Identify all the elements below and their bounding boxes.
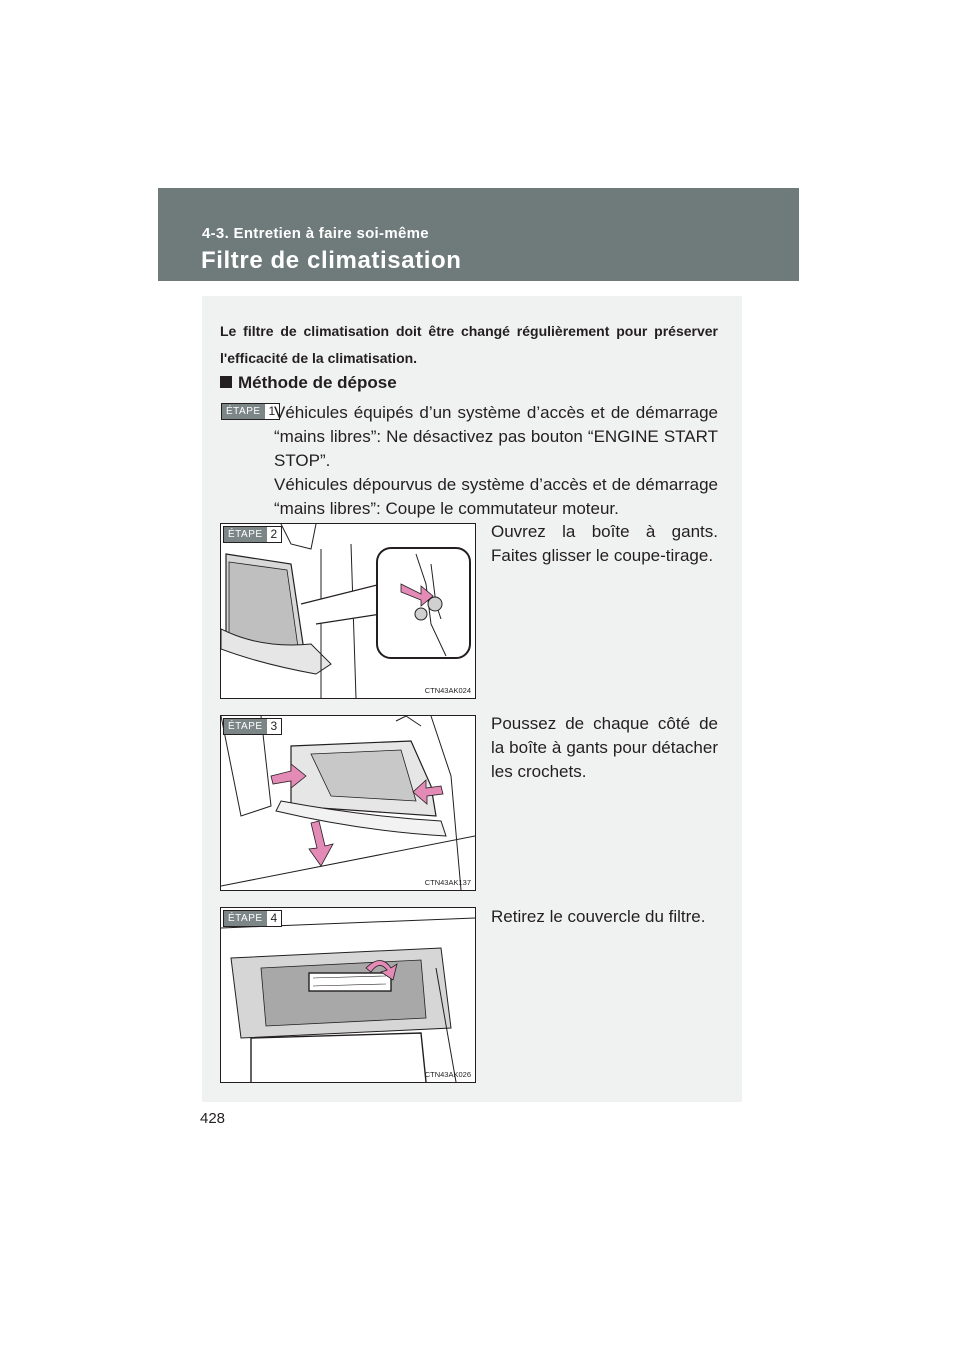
step-label: ÉTAPE bbox=[222, 404, 265, 419]
step-1-text bbox=[274, 401, 718, 521]
step-2-badge bbox=[223, 526, 282, 543]
step-label: ÉTAPE bbox=[224, 719, 267, 734]
step-number: 1 bbox=[268, 404, 276, 418]
square-bullet-icon bbox=[220, 376, 232, 388]
figure-code: CTN43AK026 bbox=[424, 1070, 471, 1079]
section-label: 4-3. Entretien à faire soi-même bbox=[202, 225, 429, 242]
subheading bbox=[220, 373, 397, 393]
filter-cover-illustration bbox=[221, 908, 475, 1082]
glove-box-strap-illustration bbox=[221, 524, 475, 698]
page-number: 428 bbox=[200, 1110, 226, 1127]
step-4-text: Retirez le couvercle du filtre. bbox=[491, 907, 706, 926]
subheading-text: Méthode de dépose bbox=[238, 373, 397, 392]
step-2-figure bbox=[220, 523, 476, 699]
figure-code: CTN43AK024 bbox=[424, 686, 471, 695]
step-label: ÉTAPE bbox=[224, 911, 267, 926]
step-number: 4 bbox=[270, 911, 278, 925]
page-title: Filtre de climatisation bbox=[201, 247, 462, 274]
step-1-badge bbox=[221, 403, 280, 420]
step-4-badge bbox=[223, 910, 282, 927]
intro-text: Le filtre de climatisation doit être changé régulièrement pour préserver l'efficacité de la climatisation. bbox=[220, 323, 718, 366]
step-1-paragraph: Véhicules équipés d’un système d’accès et de démarrage “mains libres”: Ne désactivez pas bouton “ENGINE START STOP”. bbox=[274, 403, 718, 470]
step-number: 3 bbox=[270, 719, 278, 733]
step-2-text: Ouvrez la boîte à gants. Faites glisser le coupe-tirage. bbox=[491, 522, 718, 565]
step-3-figure bbox=[220, 715, 476, 891]
figure-code: CTN43AK137 bbox=[424, 878, 471, 887]
step-label: ÉTAPE bbox=[224, 527, 267, 542]
step-4-figure bbox=[220, 907, 476, 1083]
step-3-text: Poussez de chaque côté de la boîte à gants pour détacher les crochets. bbox=[491, 714, 718, 781]
step-3-badge bbox=[223, 718, 282, 735]
step-1-paragraph: Véhicules dépourvus de système d’accès et de démarrage “mains libres”: Coupe le commutateur moteur. bbox=[274, 475, 718, 518]
glove-box-hooks-illustration bbox=[221, 716, 475, 890]
step-number: 2 bbox=[270, 527, 278, 541]
